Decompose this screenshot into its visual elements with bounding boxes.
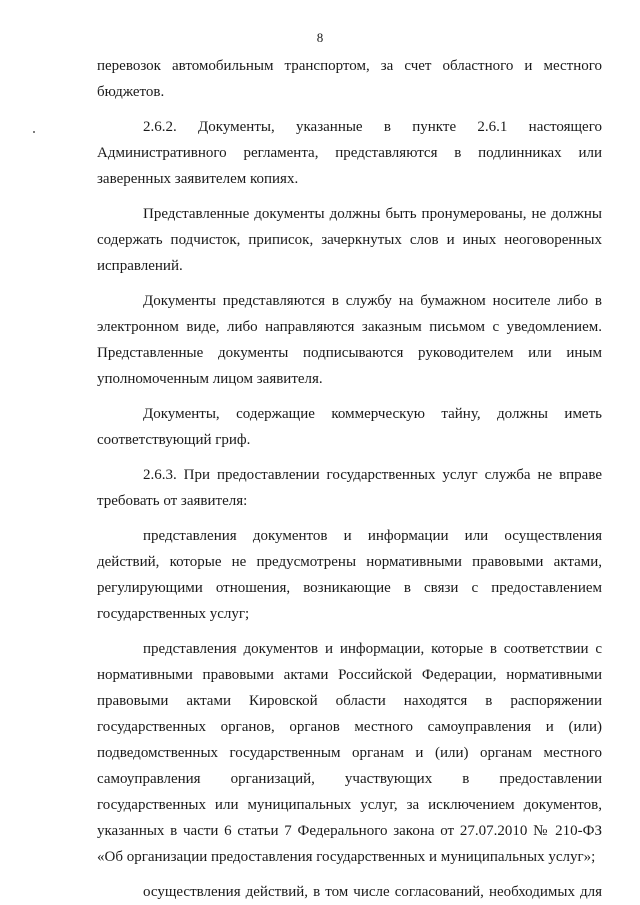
text-line: перевозок автомобильным транспортом, за счет областного и местного	[97, 58, 602, 74]
text-line: самоуправления организаций, участвующих в предоставлении	[97, 771, 602, 787]
paragraph	[97, 636, 602, 870]
text-line: государственных органов, органов местного самоуправления и (или)	[97, 719, 602, 735]
text-line: правовыми актами Кировской области находятся в распоряжении	[97, 693, 602, 709]
paragraph	[97, 53, 602, 105]
text-line: Представленные документы подписываются руководителем или иным	[97, 345, 602, 361]
text-line: регулирующими отношения, возникающие в связи с предоставлением	[97, 580, 602, 596]
paragraph	[97, 401, 602, 453]
paragraph	[97, 879, 602, 905]
paragraph	[97, 523, 602, 627]
text-line: Представленные документы должны быть пронумерованы, не должны	[143, 206, 602, 222]
text-line: осуществления действий, в том числе согласований, необходимых для	[143, 884, 602, 900]
text-line: электронном виде, либо направляются заказным письмом с уведомлением.	[97, 319, 602, 335]
text-line: уполномоченным лицом заявителя.	[97, 371, 323, 387]
text-line: представления документов и информации или осуществления	[143, 528, 602, 544]
paragraph	[97, 462, 602, 514]
text-line: Административного регламента, представляются в подлинниках или	[97, 145, 602, 161]
text-line: заверенных заявителем копиях.	[97, 171, 299, 187]
text-line: государственных услуг;	[97, 606, 250, 622]
text-line: содержать подчисток, приписок, зачеркнутых слов и иных неоговоренных	[97, 232, 602, 248]
text-line: подведомственных государственным органам и (или) органам местного	[97, 745, 602, 761]
text-line: соответствующий гриф.	[97, 432, 251, 448]
text-line: исправлений.	[97, 258, 183, 274]
text-line: 2.6.2. Документы, указанные в пункте 2.6.1 настоящего	[143, 119, 602, 135]
paragraph	[97, 114, 602, 192]
text-line: Документы представляются в службу на бумажном носителе либо в	[143, 293, 602, 309]
paragraph	[97, 288, 602, 392]
text-line: действий, которые не предусмотрены нормативными правовыми актами,	[97, 554, 602, 570]
scan-speck	[33, 131, 35, 133]
text-line: указанных в части 6 статьи 7 Федерального закона от 27.07.2010 № 210-ФЗ	[97, 823, 602, 839]
text-line: 2.6.3. При предоставлении государственных услуг служба не вправе	[143, 467, 602, 483]
page-number: 8	[316, 30, 324, 45]
text-line: нормативными правовыми актами Российской Федерации, нормативными	[97, 667, 602, 683]
text-line: бюджетов.	[97, 84, 165, 100]
document-body	[97, 53, 602, 905]
paragraph	[97, 201, 602, 279]
text-line: представления документов и информации, которые в соответствии с	[143, 641, 602, 657]
text-line: Документы, содержащие коммерческую тайну, должны иметь	[143, 406, 602, 422]
text-line: требовать от заявителя:	[97, 493, 248, 509]
text-line: государственных или муниципальных услуг, за исключением документов,	[97, 797, 602, 813]
text-line: «Об организации предоставления государственных и муниципальных услуг»;	[97, 849, 596, 865]
